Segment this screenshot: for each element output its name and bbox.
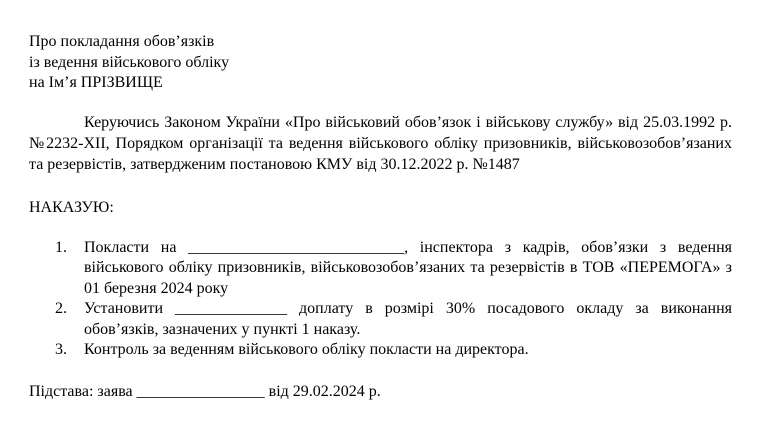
document-title [29, 32, 732, 94]
order-item-text: Покласти на ___________________________, інспектора з кадрів, обов’язки з ведення військового обліку призовників, військовозобов’язаних та резервістів в ТОВ «ПЕРЕМОГА» з 01 березня 2024 року [84, 238, 732, 297]
order-item-text: Контроль за веденням військового обліку покласти на директора. [84, 341, 529, 358]
title-line-3: на Ім’я ПРІЗВИЩЕ [29, 74, 163, 91]
order-item-number: 3. [55, 341, 67, 358]
order-item-3 [29, 340, 732, 361]
order-item-2 [29, 299, 732, 340]
order-item-1 [29, 238, 732, 300]
order-list [29, 238, 732, 361]
order-item-number: 1. [55, 238, 67, 256]
title-line-1: Про покладання обов’язків [29, 33, 215, 50]
document-page [29, 32, 732, 402]
order-item-text: Установити ______________ доплату в розмірі 30% посадового окладу за виконання обов’язків, зазначених у пункті 1 наказу. [84, 300, 732, 338]
preamble-paragraph: Керуючись Законом України «Про військовий обов’язок і військову службу» від 25.03.1992 р. №2232-XII, Порядком організації та ведення військового обліку призовників, військовозобов’язаних та резервістів, затвердженим постановою КМУ від 30.12.2022 р. №1487 [29, 113, 732, 173]
basis-line: Підстава: заява ________________ від 29.02.2024 р. [29, 382, 381, 400]
title-line-2: із ведення військового обліку [29, 53, 230, 71]
order-heading: НАКАЗУЮ: [29, 198, 114, 216]
order-item-number: 2. [55, 300, 67, 317]
